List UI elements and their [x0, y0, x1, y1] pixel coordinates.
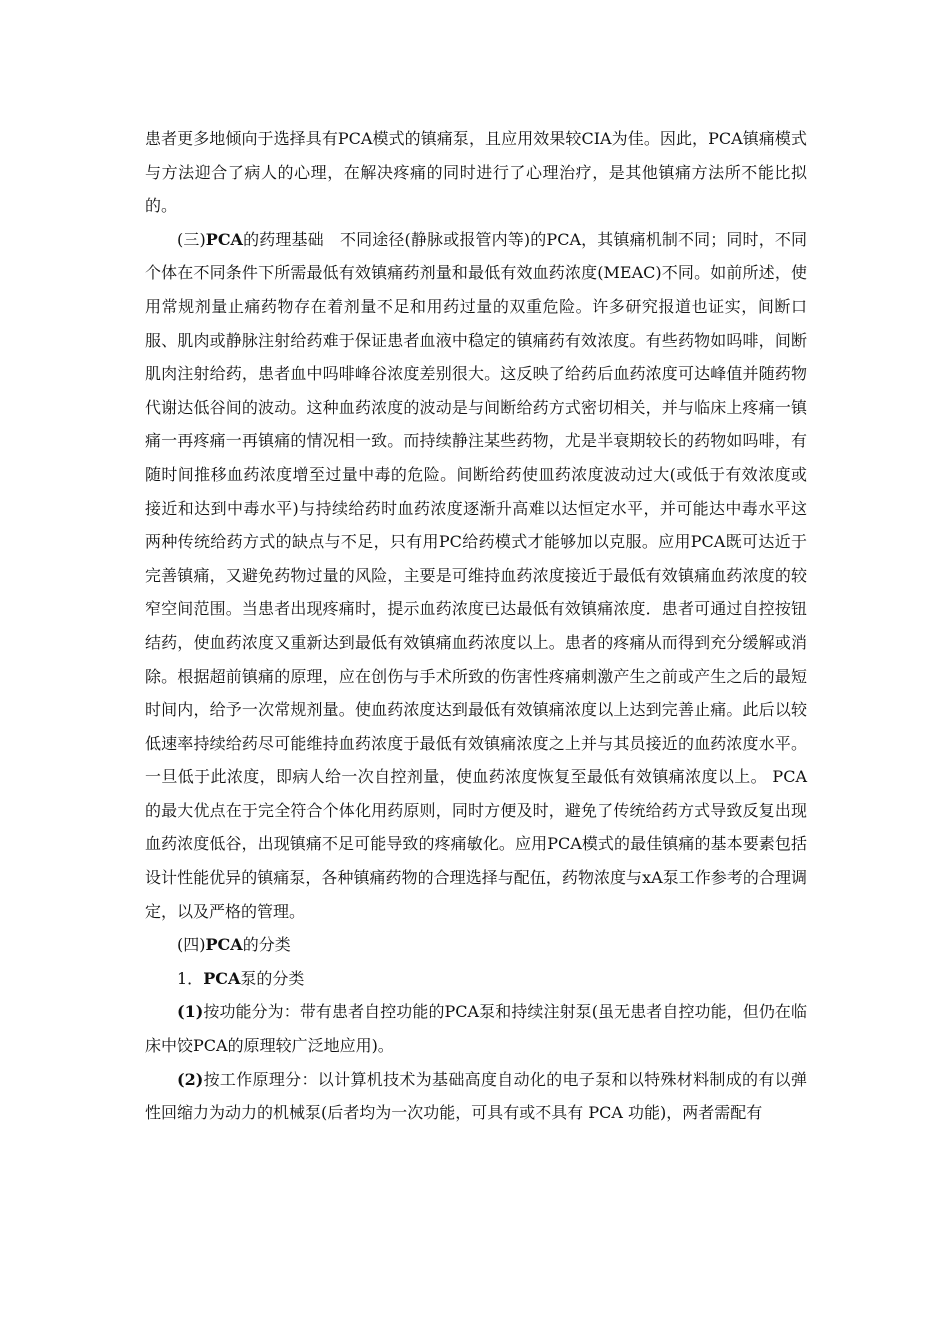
- paragraph-intro-text: 患者更多地倾向于选择具有PCA模式的镇痛泵，且应用效果较CIA为佳。因此，PCA镇痛模式与方法迎合了病人的心理，在解决疼痛的同时进行了心理治疗，是其他镇痛方法所不能比拟的。: [145, 129, 807, 216]
- section-4-title: PCA: [205, 935, 243, 955]
- paragraph-item-2: [145, 1063, 807, 1130]
- section-3-body: 不同途径(静脉或报管内等)的PCA，其镇痛机制不同；同时，不同个体在不同条件下所需最低有效镇痛药剂量和最低有效血药浓度(MEAC)不同。如前所述，使用常规剂量止痛药物存在着剂量不足和用药过量的双重危险。许多研究报道也证实，间断口服、肌肉或静脉注射给药难于保证患者血液中稳定的镇痛药有效浓度。有些药物如吗啡，间断肌肉注射给药，患者血中吗啡峰谷浓度差别很大。这反映了给药后血药浓度可达峰值并随药物代谢达低谷间的波动。这种血药浓度的波动是与间断给药方式密切相关，并与临床上疼痛一镇痛一再疼痛一再镇痛的情况相一致。而持续静注某些药物，尤是半衰期较长的药物如吗啡，有随时间推移血药浓度增至过量中毒的危险。间断给药使皿药浓度波动过大(或低于有效浓度或接近和达到中毒水平)与持续给药时血药浓度逐渐升高难以达恒定水平，并可能达中毒水平这两种传统给药方式的缺点与不足，只有用PC给药模式才能够加以克服。应用PCA既可达近于完善镇痛，又避免药物过量的风险，主要是可维持血药浓度接近于最低有效镇痛血药浓度的较窄空间范围。当患者出现疼痛时，提示血药浓度已达最低有效镇痛浓度．患者可通过自控按钮结药，使血药浓度又重新达到最低有效镇痛血药浓度以上。患者的疼痛从而得到充分缓解或消除。根据超前镇痛的原理，应在创伤与手术所致的伤害性疼痛刺激产生之前或产生之后的最短时间内，给予一次常规剂量。使血药浓度达到最低有效镇痛浓度以上达到完善止痛。此后以较低速率持续给药尽可能维持血药浓度于最低有效镇痛浓度之上并与其员接近的血药浓度水平。一旦低于此浓度，即病人给一次自控剂量，使血药浓度恢复至最低有效镇痛浓度以上。 PCA的最大优点在于完全符合个体化用药原则，同时方便及时，避免了传统给药方式导致反复出现血药浓度低谷，出现镇痛不足可能导致的疼痛敏化。应用PCA模式的最佳镇痛的基本要素包括设计性能优异的镇痛泵，各种镇痛药物的合理选择与配伍，药物浓度与xA泵工作参考的合理调定，以及严格的管理。: [145, 229, 807, 921]
- item-2-label: (2): [177, 1069, 204, 1089]
- paragraph-intro: [145, 122, 807, 223]
- heading-subsection-1: [145, 962, 807, 996]
- item-1-body: 按功能分为：带有患者自控功能的PCA泵和持续注射泵(虽无患者自控功能，但仍在临床中饺PCA的原理较广泛地应用)。: [145, 1002, 807, 1056]
- section-3-title: PCA: [205, 229, 243, 249]
- section-3-prefix: (三): [177, 229, 206, 249]
- heading-section-4: [145, 928, 807, 962]
- subsection-1-title: PCA: [203, 968, 241, 988]
- paragraph-section-3: [145, 223, 807, 928]
- item-1-label: (1): [177, 1002, 204, 1022]
- paragraph-item-1: [145, 995, 807, 1062]
- section-4-title-suffix: 的分类: [242, 935, 291, 955]
- subsection-1-title-suffix: 泵的分类: [240, 968, 305, 988]
- body-text: [145, 122, 807, 1130]
- section-3-title-suffix: 的药理基础: [242, 229, 324, 249]
- subsection-1-number: 1．: [177, 968, 204, 988]
- item-2-body: 按工作原理分：以计算机技术为基础高度自动化的电子泵和以特殊材料制成的有以弹性回缩力为动力的机械泵(后者均为一次功能，可具有或不具有 PCA 功能)，两者需配有: [145, 1069, 807, 1123]
- section-4-prefix: (四): [177, 935, 206, 955]
